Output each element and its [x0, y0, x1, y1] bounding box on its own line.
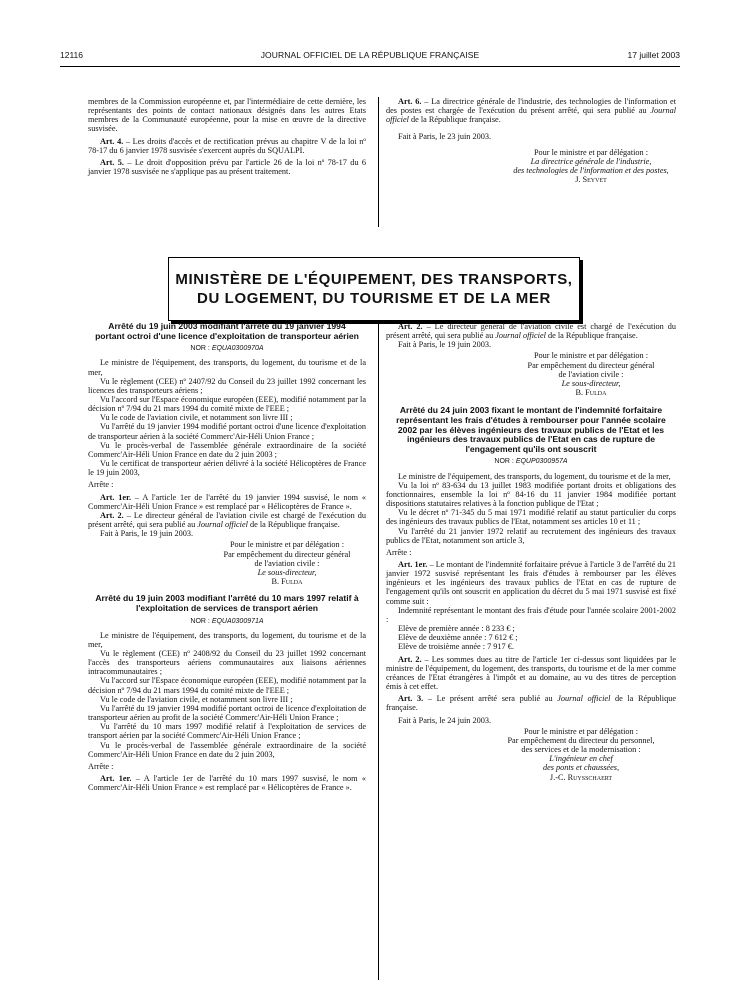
article-label: Art. 2.: [398, 654, 422, 664]
arrete-heading: Arrête :: [88, 480, 114, 490]
paragraph: membres de la Commission européenne et, par l'intermédiaire de cette dernière, les représentants des points de contact nationaux désignés dans les autres Etats membres de la Communauté européenne, pour la mise en œuvre de la directive susvisée.: [88, 97, 366, 134]
article-text: – Le directeur général de l'aviation civile est chargé de l'exécution du présent arrêté, qui sera publié au: [386, 322, 676, 341]
fait-a-paris: Fait à Paris, le 23 juin 2003.: [398, 132, 492, 142]
top-right-column: [386, 97, 676, 184]
visa: Vu le certificat de transporteur aérien délivré à la société Hélicoptères de France le 19 juin 2003,: [88, 459, 366, 478]
article-1: [386, 560, 676, 606]
article-label: Art. 4.: [100, 136, 124, 146]
ministry-banner: [168, 257, 580, 321]
visa: Vu la loi nº 83-634 du 13 juillet 1983 modifiée portant droits et obligations des fonctionnaires, ensemble la loi nº 84-16 du 11 janvier 1984 modifiée portant dispositions statutaires relatives à la fonction publique de l'Etat ;: [386, 480, 676, 509]
nor-code: EQUA0300971A: [211, 617, 264, 625]
article-text: – Le montant de l'indemnité forfaitaire prévue à l'article 3 de l'arrêté du 21 janvier 1972 susvisé représentant les frais d'études à rembourser par les élèves ingénieurs et les ingénieurs des travaux publics de l'Etat en cas de rupture de l'engagement qu'ils ont souscrit en application du décret du 5 mai 1971 susvisé est fixé comme suit :: [386, 560, 677, 606]
signature-line: La directrice générale de l'industrie,: [530, 156, 652, 166]
article-4: [88, 137, 366, 155]
signature-line: Pour le ministre et par délégation :: [229, 540, 345, 550]
article-text: – A l'article 1er de l'arrêté du 10 mars 1997 susvisé, le nom « Commerc'Air-Héli Union France » est remplacé par « Hélicoptères de France ».: [88, 774, 366, 793]
nor-reference: [88, 617, 366, 626]
article-5: [88, 158, 366, 176]
signatory-name: J. Seyvet: [575, 175, 607, 185]
journal-ref: Journal officiel: [557, 694, 611, 704]
article-6: [386, 97, 676, 124]
visa: Vu l'arrêté du 21 janvier 1972 relatif au recrutement des ingénieurs des travaux publics de l'Etat, notamment son article 3,: [386, 526, 676, 545]
article-2: [386, 322, 676, 340]
signature-block: [486, 727, 676, 782]
lower-right-column: [386, 322, 676, 782]
article-label: Art. 1er.: [100, 774, 132, 784]
signatory-name: B. Fulda: [271, 577, 303, 587]
signature-line: Le sous-directeur,: [257, 567, 317, 577]
fait-a-paris: Fait à Paris, le 19 juin 2003.: [100, 529, 194, 539]
amount-intro: Indemnité représentant le montant des frais d'étude pour l'année scolaire 2001-2002 :: [386, 605, 676, 624]
visa: Vu l'arrêté du 19 janvier 1994 modifié portant octroi d'une licence d'exploitation de transporteur aérien à la société Commerc'Air-Héli Union France ;: [88, 422, 366, 441]
visa: Vu le règlement (CEE) nº 2407/92 du Conseil du 23 juillet 1992 concernant les licences des transporteurs aériens ;: [88, 376, 366, 395]
ministry-line: MINISTÈRE DE L'ÉQUIPEMENT, DES TRANSPORTS,: [175, 271, 573, 288]
visa: Vu le code de l'aviation civile, et notamment son livre III ;: [100, 694, 293, 704]
signature-line: Par empêchement du directeur du personnel,: [507, 735, 655, 745]
article-text: – Les sommes dues au titre de l'article 1er ci-dessus sont liquidées par le ministre de l'équipement, du logement, des transports, du tourisme et de la mer comme créances de l'Etat étrangères à l'impôt et au domaine, au vu des titres de perception émis à cet effet.: [386, 654, 676, 692]
signature-block: [506, 351, 676, 397]
nor-code: EQUA0300970A: [211, 345, 264, 353]
signature-line: des technologies de l'information et des postes,: [513, 166, 669, 176]
visa: Vu le procès-verbal de l'assemblée générale extraordinaire de la société Commerc'Air-Héli Union France en date du 2 juin 2003 ;: [88, 440, 366, 459]
lower-left-column: [88, 322, 366, 792]
signature-line: des ponts et chaussées,: [542, 763, 620, 773]
nor-code: EQUP0300957A: [515, 458, 568, 466]
signature-line: L'ingénieur en chef: [549, 754, 613, 764]
article-1: [88, 774, 366, 792]
article-text: de la République française.: [408, 115, 501, 125]
nor-reference: [386, 457, 676, 466]
visa: Vu l'arrêté du 10 mars 1997 modifié relatif à l'exploitation de services de transport aérien par la société Commerc'Air-Héli Union France ;: [88, 722, 366, 741]
article-text: – La directrice générale de l'industrie, des technologies de l'information et des postes est chargée de l'exécution du présent arrêté, qui sera publié au: [386, 97, 676, 116]
signature-line: Par empêchement du directeur général: [527, 360, 655, 370]
article-3: [386, 694, 676, 712]
signature-line: des services et de la modernisation :: [521, 745, 641, 755]
article-text: de la République française.: [386, 694, 676, 713]
article-1: [88, 493, 366, 511]
article-label: Art. 3.: [398, 694, 424, 704]
article-label: Art. 6.: [398, 97, 422, 106]
nor-label: NOR :: [190, 617, 212, 625]
article-label: Art. 1er.: [398, 560, 428, 570]
signature-line: Le sous-directeur,: [561, 379, 621, 389]
signature-line: Par empêchement du directeur général: [223, 549, 351, 559]
page-number: 12116: [60, 50, 84, 60]
article-text: – Le présent arrêté sera publié au: [423, 694, 558, 704]
article-label: Art. 2.: [398, 322, 423, 331]
arrete-heading: Arrête :: [386, 547, 412, 557]
article-text: – Les droits d'accès et de rectification prévus au chapitre V de la loi nº 78-17 du 6 janvier 1978 susvisée s'exercent auprès du SQUALPI.: [88, 136, 366, 155]
visa: Vu le procès-verbal de l'assemblée générale extraordinaire de la société Commerc'Air-Héli Union France en date du 2 juin 2003,: [88, 740, 366, 759]
article-label: Art. 5.: [100, 157, 124, 167]
article-2: [386, 655, 676, 692]
arrete-heading: Arrête :: [88, 761, 114, 771]
article-text: de la République française.: [545, 331, 638, 341]
signature-line: de l'aviation civile :: [254, 558, 320, 568]
page-header: [60, 50, 680, 64]
signature-line: de l'aviation civile :: [558, 369, 624, 379]
visa: Vu le règlement (CEE) nº 2408/92 du Conseil du 23 juillet 1992 concernant l'accès des transporteurs aériens communautaires aux liaisons aériennes intracommunautaires ;: [88, 648, 366, 677]
signature-block: [208, 540, 366, 586]
header-rule: [60, 66, 680, 67]
issue-date: 17 juillet 2003: [627, 50, 680, 60]
visa: Le ministre de l'équipement, des transports, du logement, du tourisme et de la mer,: [398, 471, 671, 481]
signature-line: Pour le ministre et par délégation :: [533, 147, 649, 157]
article-2: [88, 511, 366, 529]
visa: Vu le décret nº 71-345 du 5 mai 1971 modifié relatif au statut particulier du corps des ingénieurs des travaux publics de l'Etat, notamment ses articles 10 et 11 ;: [386, 508, 676, 527]
visa: Vu le code de l'aviation civile, et notamment son livre III ;: [100, 413, 293, 423]
visa: Vu l'accord sur l'Espace économique européen (EEE), modifié notamment par la décision nº 7/94 du 21 mars 1994 du comité mixte de l'EEE ;: [88, 394, 366, 414]
signatory-name: B. Fulda: [575, 388, 607, 398]
journal-ref: Journal officiel: [386, 106, 676, 125]
article-text: de la République française.: [247, 520, 340, 529]
arrete-title: Arrêté du 19 juin 2003 modifiant l'arrêté du 19 janvier 1994 portant octroi d'une licence d'exploitation de transporteur aérien: [95, 321, 359, 341]
amount-line: Elève de troisième année : 7 917 €.: [398, 642, 514, 652]
fait-a-paris: Fait à Paris, le 19 juin 2003.: [398, 340, 492, 350]
article-text: – A l'article 1er de l'arrêté du 19 janvier 1994 susvisé, le nom « Commerc'Air-Héli Union France » est remplacé par « Hélicoptères de France ».: [88, 492, 367, 511]
amount-line: Elève de première année : 8 233 € ;: [398, 624, 515, 634]
arrete-title: Arrêté du 19 juin 2003 modifiant l'arrêté du 10 mars 1997 relatif à l'exploitation de services de transport aérien: [95, 593, 359, 613]
arrete-title: Arrêté du 24 juin 2003 fixant le montant de l'indemnité forfaitaire représentant les frais d'études à rembourser pour l'année scolaire 2002 par les élèves ingénieurs des travaux publics de l'Etat et les ingénieurs des travaux publics de l'Etat en cas de rupture de l'engagement qu'ils ont souscrit: [396, 405, 666, 454]
article-label: Art. 2.: [100, 510, 124, 520]
ministry-line: DU LOGEMENT, DU TOURISME ET DE LA MER: [197, 290, 551, 307]
journal-ref: Journal officiel: [197, 520, 248, 529]
visa: Le ministre de l'équipement, des transports, du logement, du tourisme et de la mer,: [88, 630, 366, 649]
amount-line: Elève de deuxième année : 7 612 € ;: [398, 633, 518, 643]
visa: Vu l'accord sur l'Espace économique européen (EEE), modifié notamment par la décision nº 7/94 du 21 mars 1994 du comité mixte de l'EEE ;: [88, 676, 366, 695]
journal-ref: Journal officiel: [495, 331, 546, 341]
column-divider-top: [378, 97, 379, 227]
top-left-column: [88, 97, 366, 176]
journal-title: JOURNAL OFFICIEL DE LA RÉPUBLIQUE FRANÇAISE: [260, 50, 480, 60]
visa: Vu l'arrêté du 19 janvier 1994 modifié portant octroi de licence d'exploitation de transporteur aérien au profit de la société Commerc'Air-Héli Union France ;: [88, 703, 366, 723]
signature-line: Pour le ministre et par délégation :: [533, 351, 649, 361]
nor-label: NOR :: [190, 345, 212, 353]
article-label: Art. 1er.: [100, 492, 132, 502]
nor-reference: [88, 344, 366, 353]
signatory-name: J.-C. Ruysschaert: [549, 772, 613, 782]
article-text: – Le droit d'opposition prévu par l'article 26 de la loi nº 78-17 du 6 janvier 1978 susvisée ne s'applique pas au présent traitement.: [88, 157, 366, 177]
fait-a-paris: Fait à Paris, le 24 juin 2003.: [398, 715, 492, 725]
signature-line: Pour le ministre et par délégation :: [523, 726, 639, 736]
column-divider-bottom: [378, 320, 379, 980]
signature-block: [506, 148, 676, 185]
nor-label: NOR :: [494, 458, 516, 466]
article-text: – Le directeur général de l'aviation civile est chargé de l'exécution du présent arrêté, qui sera publié au: [88, 510, 366, 529]
visa: Le ministre de l'équipement, des transports, du logement, du tourisme et de la mer,: [88, 358, 366, 377]
